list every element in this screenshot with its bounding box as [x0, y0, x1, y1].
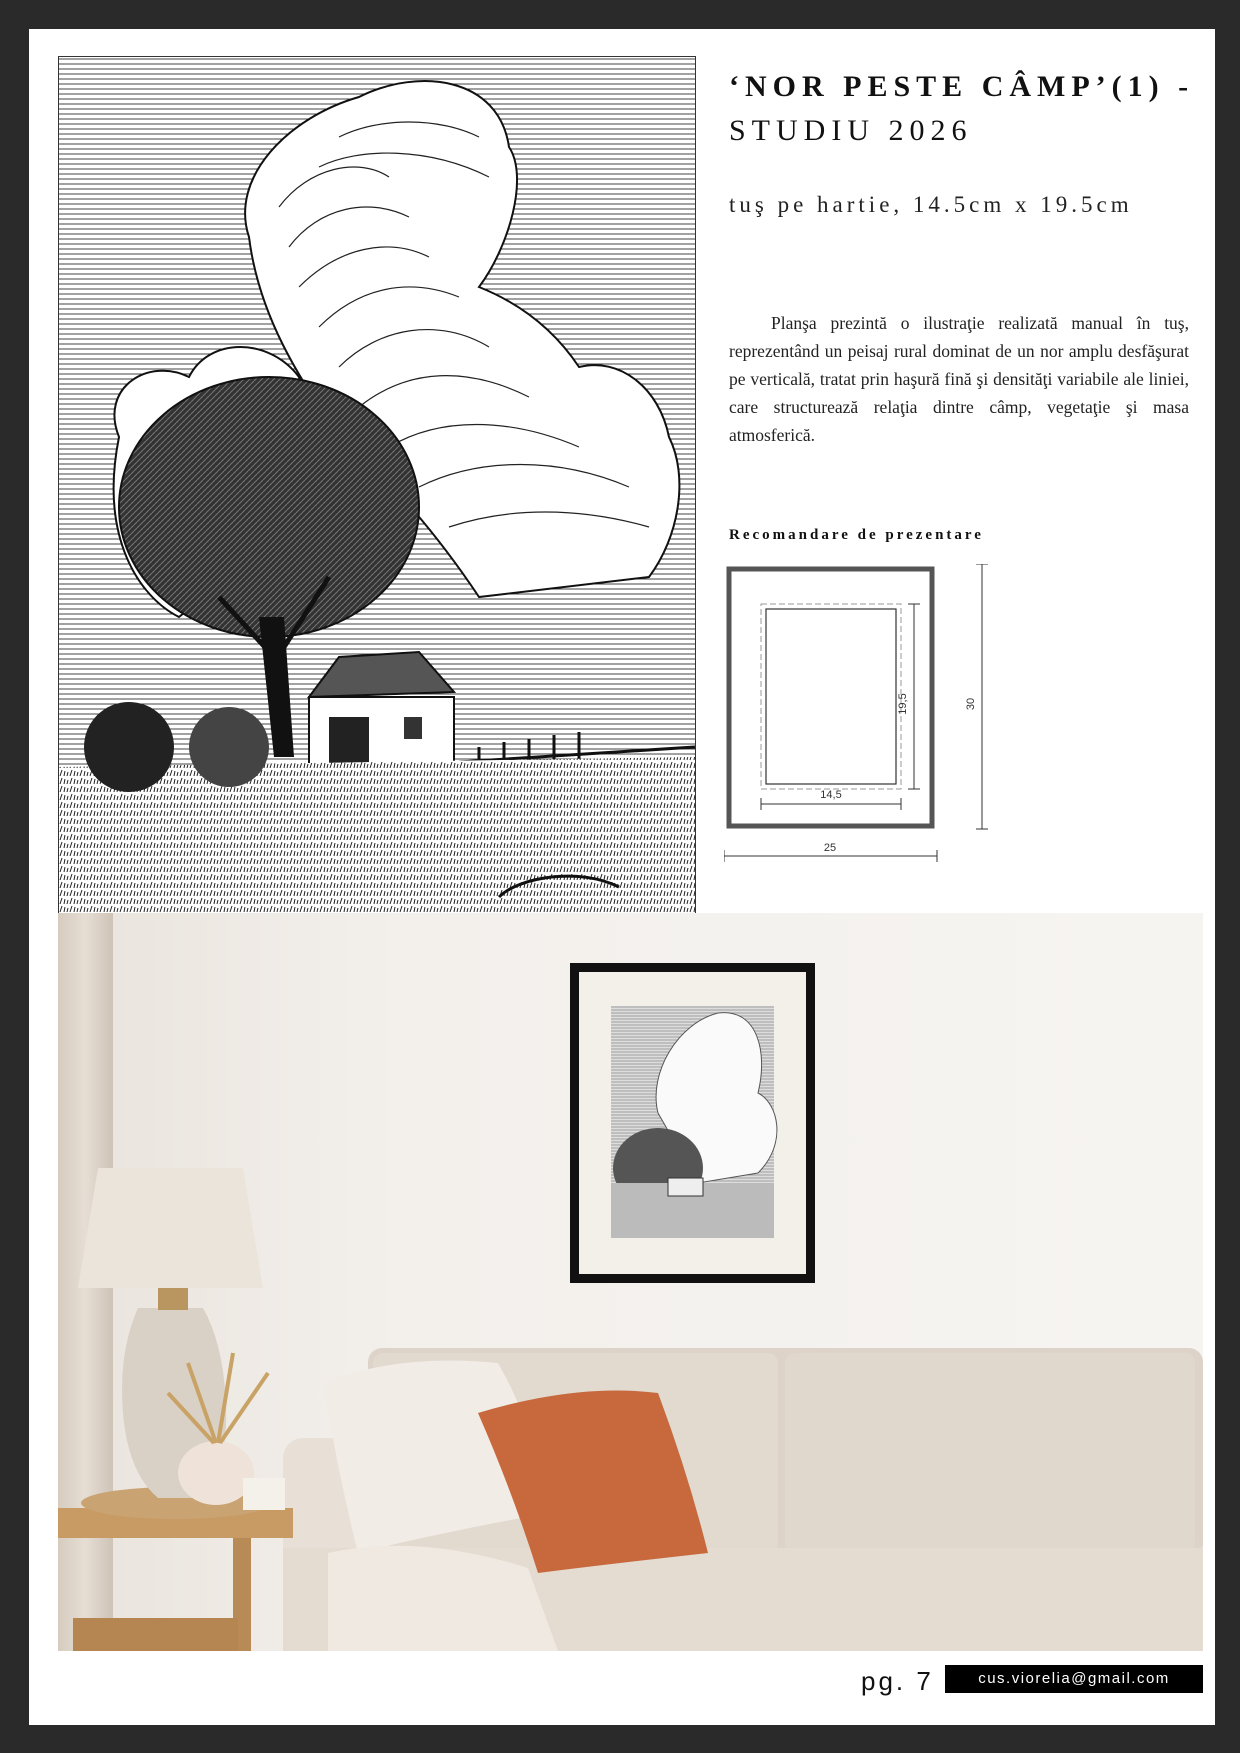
outer-width-label: 25: [823, 842, 837, 854]
contact-email[interactable]: cus.viorelia@gmail.com: [945, 1665, 1203, 1693]
title-line-1: ‘NOR PESTE CÂMP’(1) -: [729, 70, 1195, 103]
page-sheet: [29, 29, 1215, 1725]
title-line-2: STUDIU 2026: [729, 114, 973, 147]
inner-height-label: 19,5: [897, 693, 909, 715]
page-number: pg. 7: [861, 1666, 934, 1696]
ink-landscape-artwork: [59, 57, 695, 924]
living-room-mockup-photo: [58, 913, 1203, 1651]
artwork-image: [58, 56, 696, 925]
inner-width-label: 14,5: [820, 789, 842, 801]
artwork-description: Planşa prezintă o ilustraţie realizată manual în tuş, reprezentând un peisaj rural dominat de un nor amplu desfăşurat pe verticală, tratat prin haşură fină şi densităţi variabile ale liniei, care structurează relaţia dintre câmp, vegetaţie şi masa atmosferică.: [729, 312, 1189, 445]
artwork-title: [729, 65, 1199, 153]
medium-dimensions: tuş pe hartie, 14.5cm x 19.5cm: [729, 192, 1133, 217]
presentation-label: Recomandare de prezentare: [729, 527, 984, 543]
room-mockup-photo: [58, 913, 1203, 1651]
frame-dimension-diagram: [724, 564, 994, 874]
outer-height-label: 30: [965, 697, 977, 711]
